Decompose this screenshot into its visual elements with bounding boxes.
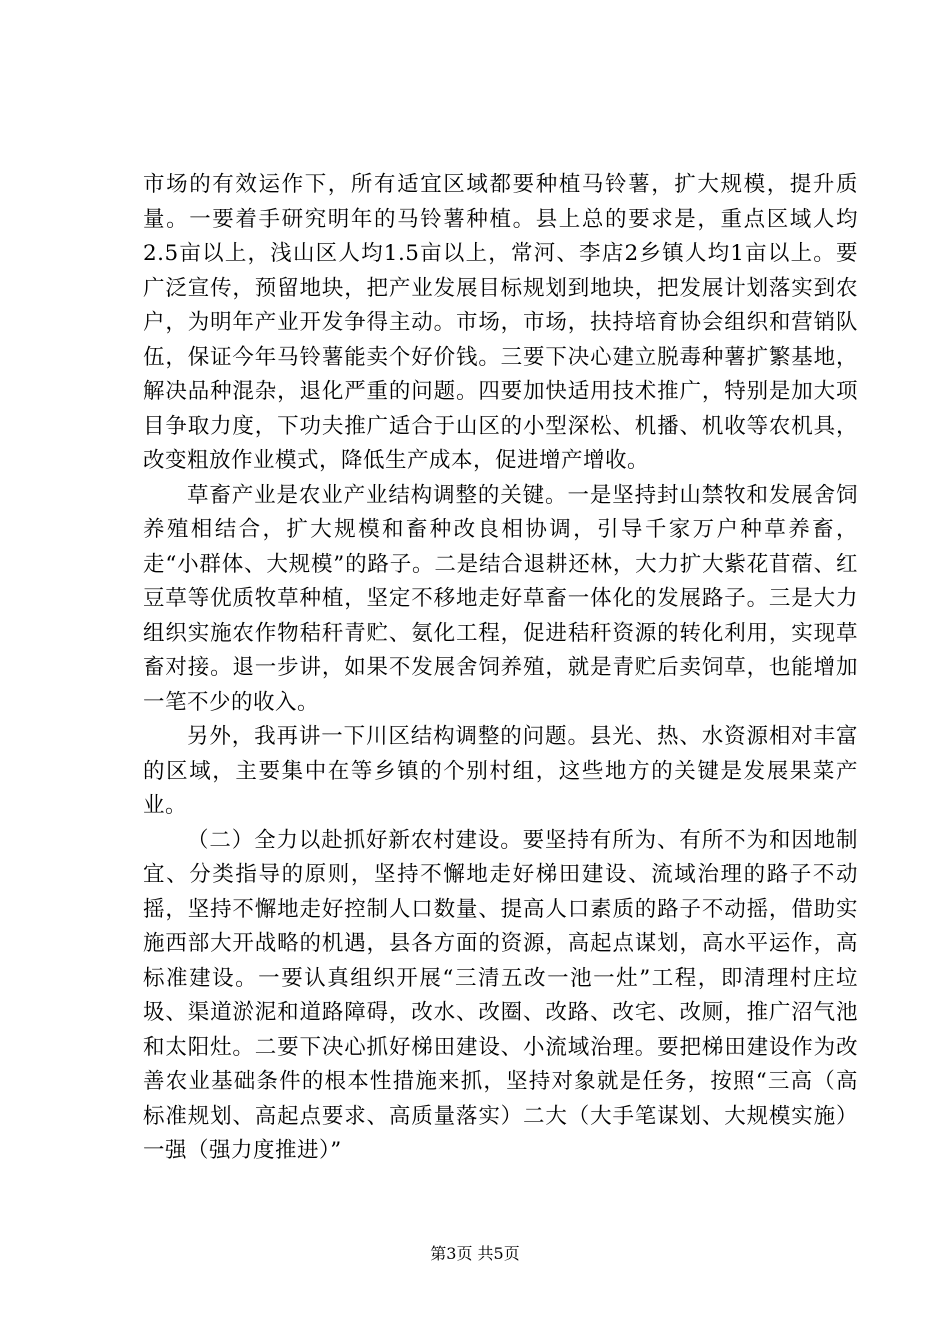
- document-body: [143, 168, 858, 1169]
- page-number-footer: 第3页 共5页: [430, 1244, 520, 1263]
- paragraph-potato-industry: 市场的有效运作下，所有适宜区域都要种植马铃薯，扩大规模，提升质量。一要着手研究明年的马铃薯种植。县上总的要求是，重点区域人均2.5亩以上，浅山区人均1.5亩以上，常河、李店2乡镇人均1亩以上。要广泛宣传，预留地块，把产业发展目标规划到地块，把发展计划落实到农户，为明年产业开发争得主动。市场，市场，扶持培育协会组织和营销队伍，保证今年马铃薯能卖个好价钱。三要下决心建立脱毒种薯扩繁基地，解决品种混杂，退化严重的问题。四要加快适用技术推广，特别是加大项目争取力度，下功夫推广适合于山区的小型深松、机播、机收等农机具，改变粗放作业模式，降低生产成本，促进增产增收。: [143, 172, 858, 473]
- paragraph-grass-livestock: 草畜产业是农业产业结构调整的关键。一是坚持封山禁牧和发展舍饲养殖相结合，扩大规模和畜种改良相协调，引导千家万户种草养畜，走“小群体、大规模”的路子。二是结合退耕还林，大力扩大紫花苜蓿、红豆草等优质牧草种植，坚定不移地走好草畜一体化的发展路子。三是大力组织实施农作物秸秆青贮、氨化工程，促进秸秆资源的转化利用，实现草畜对接。退一步讲，如果不发展舍饲养殖，就是青贮后卖饲草，也能增加一笔不少的收入。: [143, 482, 858, 715]
- paragraph-river-area: 另外，我再讲一下川区结构调整的问题。县光、热、水资源相对丰富的区域，主要集中在等乡镇的个别村组，这些地方的关键是发展果菜产业。: [143, 724, 858, 818]
- paragraph-new-village: （二）全力以赴抓好新农村建设。要坚持有所为、有所不为和因地制宜、分类指导的原则，坚持不懈地走好梯田建设、流域治理的路子不动摇，坚持不懈地走好控制人口数量、提高人口素质的路子不动摇，借助实施西部大开战略的机遇，县各方面的资源，高起点谋划，高水平运作，高标准建设。一要认真组织开展“三清五改一池一灶”工程，即清理村庄垃圾、渠道淤泥和道路障碍，改水、改圈、改路、改宅、改厕，推广沼气池和太阳灶。二要下决心抓好梯田建设、小流域治理。要把梯田建设作为改善农业基础条件的根本性措施来抓，坚持对象就是任务，按照“三高（高标准规划、高起点要求、高质量落实）二大（大手笔谋划、大规模实施）一强（强力度推进）”: [143, 827, 858, 1163]
